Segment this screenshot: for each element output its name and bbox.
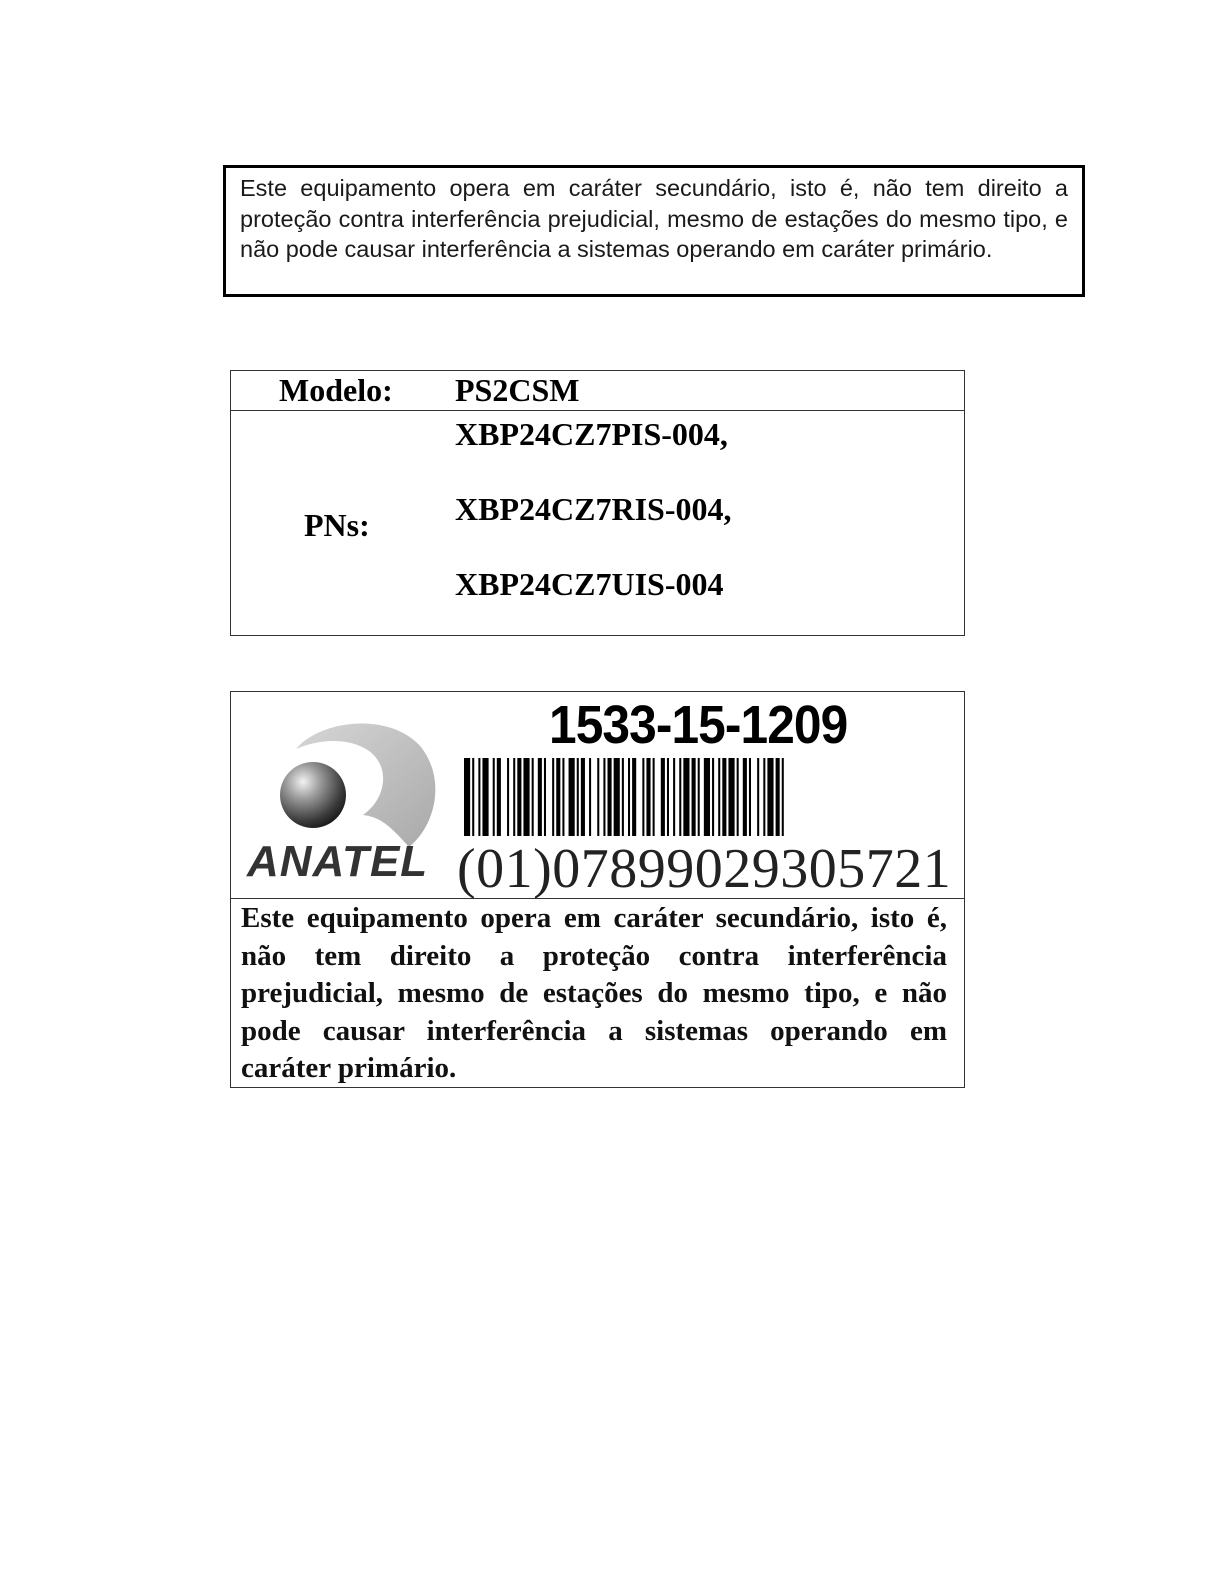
barcode-bar xyxy=(538,758,542,836)
barcode-bar xyxy=(556,758,560,836)
barcode-bar xyxy=(608,758,612,836)
certification-number: 1533-15-1209 xyxy=(549,695,848,755)
barcode-bar xyxy=(776,758,780,836)
model-table xyxy=(230,370,965,636)
barcode-bar xyxy=(683,758,689,836)
barcode-bar xyxy=(646,758,650,836)
barcode-bar xyxy=(577,758,579,836)
barcode-bar xyxy=(544,758,546,836)
barcode-bar xyxy=(673,758,675,836)
barcode-bar xyxy=(743,758,747,836)
barcode-bar xyxy=(722,758,726,836)
barcode-bar xyxy=(767,758,773,836)
part-number-list xyxy=(455,415,731,640)
barcode-bar xyxy=(523,758,529,836)
barcode-number: (01)07899029305721 xyxy=(457,838,952,900)
barcode-bar xyxy=(628,758,630,836)
part-number-item: XBP24CZ7UIS-004 xyxy=(455,566,724,602)
barcode-bar xyxy=(737,758,739,836)
barcode-bar xyxy=(464,758,470,836)
barcode-bar xyxy=(692,758,696,836)
barcode-bar xyxy=(642,758,644,836)
part-number-item: XBP24CZ7RIS-004, xyxy=(455,491,732,527)
barcode-bar xyxy=(728,758,734,836)
model-value: PS2CSM xyxy=(455,372,580,408)
barcode-bar xyxy=(569,758,575,836)
barcode-bar xyxy=(562,758,564,836)
barcode-bar xyxy=(478,758,480,836)
barcode-bar xyxy=(517,758,521,836)
barcode-bar xyxy=(704,758,710,836)
barcode-bar xyxy=(667,758,669,836)
barcode-bar xyxy=(622,758,624,836)
anatel-logo-text: ANATEL xyxy=(247,837,429,886)
barcode-bar xyxy=(661,758,665,836)
barcode-bar xyxy=(749,758,751,836)
model-row xyxy=(231,371,964,411)
barcode-bar xyxy=(532,758,534,836)
barcode-bar xyxy=(482,758,488,836)
barcode-bar xyxy=(718,758,720,836)
barcode-bar xyxy=(757,758,759,836)
anatel-label-body xyxy=(241,900,947,1088)
barcode-bar xyxy=(603,758,605,836)
pn-label: PNs: xyxy=(304,507,370,543)
model-label: Modelo: xyxy=(279,372,393,408)
barcode-bar xyxy=(581,758,585,836)
barcode-bar xyxy=(589,758,591,836)
barcode-bar xyxy=(698,758,700,836)
barcode-bar xyxy=(614,758,620,836)
barcode-bar xyxy=(552,758,554,836)
barcode-bar xyxy=(513,758,515,836)
barcode-bar xyxy=(497,758,501,836)
anatel-certification-label xyxy=(230,691,965,1088)
notice-box xyxy=(223,165,1085,297)
barcode-bar xyxy=(472,758,474,836)
barcode-bar xyxy=(763,758,765,836)
part-number-item: XBP24CZ7PIS-004, xyxy=(455,416,728,452)
barcode-bar xyxy=(679,758,681,836)
label-notice-text: Este equipamento opera em caráter secundário, isto é, não tem direito a proteção contra interferência prejudicial, mesmo de estações do mesmo tipo, e não pode causar interferência a sistemas operando em caráter primário. xyxy=(241,902,947,1084)
barcode-bar xyxy=(653,758,655,836)
barcode-bar xyxy=(597,758,599,836)
barcode xyxy=(464,758,932,836)
barcode-bar xyxy=(493,758,495,836)
barcode-bar xyxy=(507,758,509,836)
barcode-bar xyxy=(782,758,784,836)
barcode-bar xyxy=(632,758,636,836)
barcode-bar xyxy=(712,758,714,836)
notice-text: Este equipamento opera em caráter secundário, isto é, não tem direito a proteção contra interferência prejudicial, mesmo de estações do mesmo tipo, e não pode causar interferência a sistemas operando em caráter primário. xyxy=(240,175,1068,262)
anatel-label-header xyxy=(231,692,964,899)
